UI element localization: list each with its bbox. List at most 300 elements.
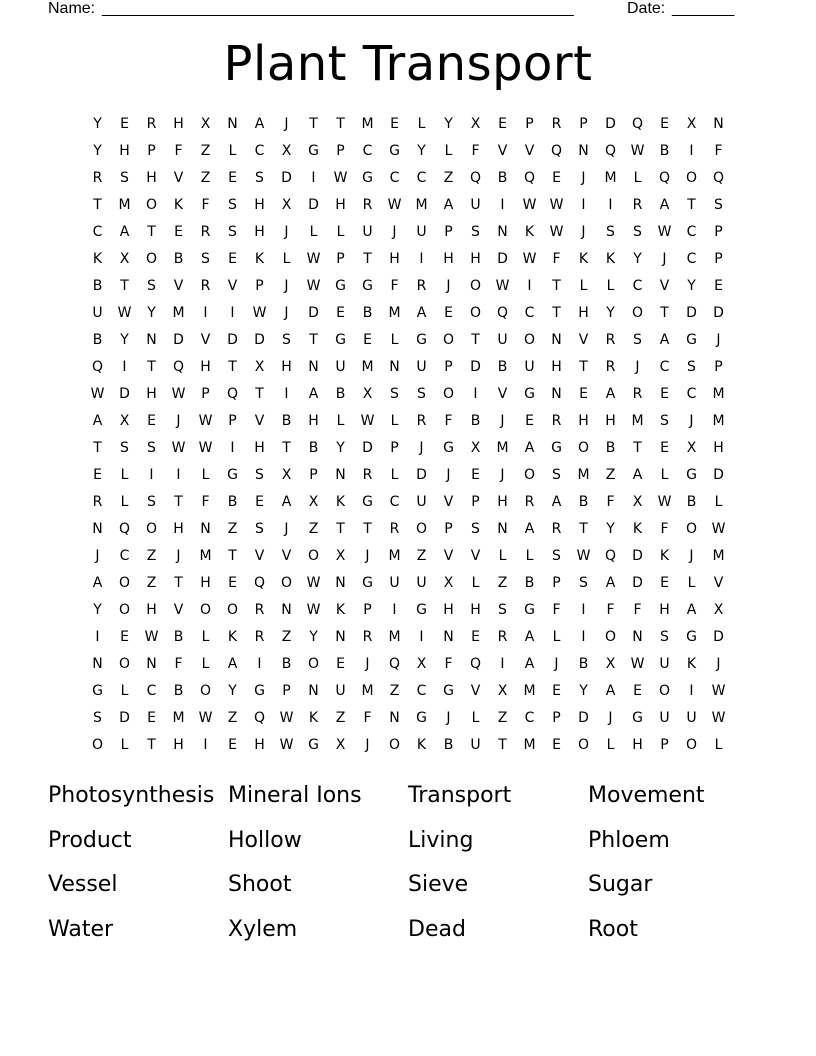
grid-letter[interactable]: O xyxy=(91,737,104,753)
grid-letter[interactable]: Y xyxy=(93,602,102,618)
grid-letter[interactable]: W xyxy=(711,683,726,699)
grid-letter[interactable]: P xyxy=(390,440,399,456)
grid-letter[interactable]: Z xyxy=(146,575,157,591)
grid-letter[interactable]: N xyxy=(227,116,238,132)
grid-letter[interactable]: G xyxy=(551,440,562,456)
grid-letter[interactable]: V xyxy=(227,278,238,294)
grid-letter[interactable]: P xyxy=(552,575,561,591)
grid-letter[interactable]: L xyxy=(390,413,399,429)
grid-letter[interactable]: X xyxy=(605,656,616,672)
grid-letter[interactable]: Y xyxy=(579,683,588,699)
grid-letter[interactable]: T xyxy=(174,494,183,510)
grid-letter[interactable]: V xyxy=(524,143,535,159)
grid-letter[interactable]: B xyxy=(281,413,292,429)
grid-letter[interactable]: E xyxy=(471,629,480,645)
grid-letter[interactable]: F xyxy=(552,602,561,618)
grid-letter[interactable]: V xyxy=(173,602,184,618)
grid-letter[interactable]: D xyxy=(713,467,724,483)
grid-letter[interactable]: O xyxy=(199,683,212,699)
grid-letter[interactable]: L xyxy=(201,629,210,645)
grid-letter[interactable]: T xyxy=(633,440,642,456)
grid-letter[interactable]: V xyxy=(254,548,265,564)
grid-letter[interactable]: C xyxy=(389,170,400,186)
grid-letter[interactable]: A xyxy=(605,575,616,591)
grid-letter[interactable]: M xyxy=(415,197,428,213)
grid-letter[interactable]: Z xyxy=(335,710,346,726)
grid-letter[interactable]: L xyxy=(120,467,129,483)
grid-letter[interactable]: N xyxy=(713,116,724,132)
grid-letter[interactable]: F xyxy=(552,251,561,267)
grid-letter[interactable]: Y xyxy=(417,143,426,159)
grid-letter[interactable]: H xyxy=(659,602,670,618)
grid-letter[interactable]: L xyxy=(120,683,129,699)
grid-letter[interactable]: D xyxy=(632,575,643,591)
grid-letter[interactable]: R xyxy=(146,116,157,132)
grid-letter[interactable]: T xyxy=(174,575,183,591)
grid-letter[interactable]: C xyxy=(686,386,697,402)
grid-letter[interactable]: P xyxy=(714,224,723,240)
grid-letter[interactable]: E xyxy=(552,170,561,186)
grid-letter[interactable]: A xyxy=(524,440,535,456)
grid-letter[interactable]: A xyxy=(605,683,616,699)
grid-letter[interactable]: S xyxy=(147,494,156,510)
grid-letter[interactable]: A xyxy=(308,386,319,402)
grid-letter[interactable]: E xyxy=(660,440,669,456)
grid-letter[interactable]: N xyxy=(335,467,346,483)
grid-letter[interactable]: N xyxy=(92,521,103,537)
grid-letter[interactable]: V xyxy=(254,413,265,429)
grid-letter[interactable]: C xyxy=(146,683,157,699)
grid-letter[interactable]: M xyxy=(361,116,374,132)
grid-letter[interactable]: U xyxy=(416,359,427,375)
grid-letter[interactable]: R xyxy=(200,278,211,294)
grid-letter[interactable]: X xyxy=(254,359,265,375)
grid-letter[interactable]: N xyxy=(497,224,508,240)
grid-letter[interactable]: Q xyxy=(253,710,266,726)
grid-letter[interactable]: F xyxy=(471,143,480,159)
grid-letter[interactable]: R xyxy=(362,467,373,483)
grid-letter[interactable]: B xyxy=(470,413,481,429)
grid-letter[interactable]: U xyxy=(362,224,373,240)
grid-letter[interactable]: X xyxy=(281,143,292,159)
grid-letter[interactable]: K xyxy=(335,602,346,618)
grid-letter[interactable]: H xyxy=(146,602,157,618)
grid-letter[interactable]: O xyxy=(631,305,644,321)
grid-letter[interactable]: J xyxy=(419,440,424,456)
grid-letter[interactable]: G xyxy=(362,494,373,510)
grid-letter[interactable]: Y xyxy=(309,629,318,645)
grid-letter[interactable]: G xyxy=(362,575,373,591)
grid-letter[interactable]: C xyxy=(254,143,265,159)
grid-letter[interactable]: E xyxy=(336,656,345,672)
date-blank-line[interactable]: _______ xyxy=(672,0,735,17)
grid-letter[interactable]: B xyxy=(308,440,319,456)
grid-letter[interactable]: B xyxy=(362,305,373,321)
grid-letter[interactable]: J xyxy=(662,251,667,267)
grid-letter[interactable]: M xyxy=(523,737,536,753)
grid-letter[interactable]: I xyxy=(527,278,532,294)
grid-letter[interactable]: I xyxy=(149,467,154,483)
grid-letter[interactable]: C xyxy=(416,683,427,699)
grid-letter[interactable]: Q xyxy=(226,386,239,402)
grid-letter[interactable]: N xyxy=(551,332,562,348)
grid-letter[interactable]: S xyxy=(147,440,156,456)
grid-letter[interactable]: L xyxy=(201,467,210,483)
grid-letter[interactable]: I xyxy=(581,602,586,618)
grid-letter[interactable]: L xyxy=(471,710,480,726)
grid-letter[interactable]: N xyxy=(389,710,400,726)
grid-letter[interactable]: T xyxy=(660,305,669,321)
grid-letter[interactable]: Z xyxy=(389,683,400,699)
grid-letter[interactable]: U xyxy=(659,656,670,672)
grid-letter[interactable]: R xyxy=(389,521,400,537)
grid-letter[interactable]: G xyxy=(335,332,346,348)
grid-letter[interactable]: U xyxy=(659,710,670,726)
grid-letter[interactable]: L xyxy=(201,656,210,672)
grid-letter[interactable]: P xyxy=(336,251,345,267)
grid-letter[interactable]: L xyxy=(498,548,507,564)
grid-letter[interactable]: X xyxy=(119,413,130,429)
grid-letter[interactable]: O xyxy=(145,197,158,213)
grid-letter[interactable]: H xyxy=(254,737,265,753)
grid-letter[interactable]: R xyxy=(524,494,535,510)
grid-letter[interactable]: X xyxy=(281,467,292,483)
grid-letter[interactable]: J xyxy=(581,170,586,186)
grid-letter[interactable]: O xyxy=(442,332,455,348)
grid-letter[interactable]: L xyxy=(606,278,615,294)
grid-letter[interactable]: A xyxy=(524,521,535,537)
grid-letter[interactable]: Q xyxy=(631,116,644,132)
grid-letter[interactable]: E xyxy=(714,278,723,294)
grid-letter[interactable]: Q xyxy=(469,170,482,186)
grid-letter[interactable]: C xyxy=(686,251,697,267)
grid-letter[interactable]: A xyxy=(632,467,643,483)
grid-letter[interactable]: B xyxy=(443,737,454,753)
grid-letter[interactable]: W xyxy=(306,602,321,618)
grid-letter[interactable]: N xyxy=(146,332,157,348)
grid-letter[interactable]: E xyxy=(660,575,669,591)
grid-letter[interactable]: N xyxy=(200,521,211,537)
grid-letter[interactable]: T xyxy=(147,359,156,375)
grid-letter[interactable]: M xyxy=(199,548,212,564)
grid-letter[interactable]: W xyxy=(630,656,645,672)
grid-letter[interactable]: G xyxy=(335,278,346,294)
grid-letter[interactable]: O xyxy=(577,737,590,753)
grid-letter[interactable]: A xyxy=(524,629,535,645)
grid-letter[interactable]: P xyxy=(255,278,264,294)
grid-letter[interactable]: H xyxy=(146,386,157,402)
grid-letter[interactable]: Q xyxy=(496,305,509,321)
grid-letter[interactable]: W xyxy=(711,710,726,726)
grid-letter[interactable]: J xyxy=(365,548,370,564)
grid-letter[interactable]: W xyxy=(360,413,375,429)
grid-letter[interactable]: F xyxy=(660,521,669,537)
grid-letter[interactable]: R xyxy=(605,332,616,348)
grid-letter[interactable]: R xyxy=(254,629,265,645)
grid-letter[interactable]: J xyxy=(500,467,505,483)
grid-letter[interactable]: X xyxy=(470,116,481,132)
grid-letter[interactable]: P xyxy=(444,224,453,240)
grid-letter[interactable]: M xyxy=(172,305,185,321)
grid-letter[interactable]: P xyxy=(471,494,480,510)
grid-letter[interactable]: H xyxy=(443,251,454,267)
grid-letter[interactable]: R xyxy=(416,278,427,294)
grid-letter[interactable]: B xyxy=(335,386,346,402)
grid-letter[interactable]: A xyxy=(92,413,103,429)
grid-letter[interactable]: G xyxy=(227,467,238,483)
grid-letter[interactable]: E xyxy=(336,305,345,321)
grid-letter[interactable]: Q xyxy=(604,143,617,159)
grid-letter[interactable]: T xyxy=(336,521,345,537)
grid-letter[interactable]: G xyxy=(254,683,265,699)
grid-letter[interactable]: P xyxy=(525,116,534,132)
grid-letter[interactable]: E xyxy=(660,116,669,132)
grid-letter[interactable]: F xyxy=(714,143,723,159)
grid-letter[interactable]: U xyxy=(416,575,427,591)
grid-letter[interactable]: I xyxy=(203,737,208,753)
grid-letter[interactable]: I xyxy=(122,359,127,375)
grid-letter[interactable]: J xyxy=(284,224,289,240)
grid-letter[interactable]: E xyxy=(120,629,129,645)
grid-letter[interactable]: K xyxy=(578,251,589,267)
grid-letter[interactable]: W xyxy=(549,197,564,213)
grid-letter[interactable]: U xyxy=(524,359,535,375)
grid-letter[interactable]: E xyxy=(147,413,156,429)
grid-letter[interactable]: A xyxy=(416,305,427,321)
grid-letter[interactable]: A xyxy=(551,494,562,510)
grid-letter[interactable]: V xyxy=(470,548,481,564)
grid-letter[interactable]: X xyxy=(632,494,643,510)
grid-letter[interactable]: E xyxy=(525,413,534,429)
grid-letter[interactable]: S xyxy=(714,197,723,213)
grid-letter[interactable]: B xyxy=(173,251,184,267)
grid-letter[interactable]: O xyxy=(685,521,698,537)
grid-letter[interactable]: O xyxy=(145,251,158,267)
grid-letter[interactable]: S xyxy=(255,467,264,483)
grid-letter[interactable]: L xyxy=(282,251,291,267)
grid-letter[interactable]: G xyxy=(524,386,535,402)
grid-letter[interactable]: R xyxy=(605,359,616,375)
grid-letter[interactable]: T xyxy=(228,548,237,564)
grid-letter[interactable]: R xyxy=(551,116,562,132)
grid-letter[interactable]: T xyxy=(255,386,264,402)
grid-letter[interactable]: W xyxy=(630,143,645,159)
grid-letter[interactable]: F xyxy=(444,413,453,429)
grid-letter[interactable]: L xyxy=(309,224,318,240)
grid-letter[interactable]: E xyxy=(471,467,480,483)
grid-letter[interactable]: A xyxy=(119,224,130,240)
grid-letter[interactable]: L xyxy=(687,575,696,591)
grid-letter[interactable]: J xyxy=(365,656,370,672)
grid-letter[interactable]: E xyxy=(552,737,561,753)
grid-letter[interactable]: P xyxy=(147,143,156,159)
grid-letter[interactable]: Y xyxy=(633,251,642,267)
grid-letter[interactable]: Y xyxy=(93,116,102,132)
grid-letter[interactable]: Q xyxy=(91,359,104,375)
grid-letter[interactable]: W xyxy=(522,251,537,267)
grid-letter[interactable]: W xyxy=(117,305,132,321)
grid-letter[interactable]: D xyxy=(605,116,616,132)
grid-letter[interactable]: Y xyxy=(120,332,129,348)
grid-letter[interactable]: N xyxy=(146,656,157,672)
grid-letter[interactable]: W xyxy=(306,575,321,591)
grid-letter[interactable]: A xyxy=(686,602,697,618)
grid-letter[interactable]: E xyxy=(363,332,372,348)
grid-letter[interactable]: F xyxy=(633,602,642,618)
grid-letter[interactable]: R xyxy=(92,170,103,186)
grid-letter[interactable]: H xyxy=(200,359,211,375)
grid-letter[interactable]: L xyxy=(228,143,237,159)
grid-letter[interactable]: T xyxy=(228,359,237,375)
grid-letter[interactable]: G xyxy=(308,143,319,159)
grid-letter[interactable]: T xyxy=(309,116,318,132)
grid-letter[interactable]: C xyxy=(362,143,373,159)
grid-letter[interactable]: E xyxy=(579,386,588,402)
grid-letter[interactable]: J xyxy=(689,548,694,564)
grid-letter[interactable]: K xyxy=(632,521,643,537)
grid-letter[interactable]: X xyxy=(713,602,724,618)
grid-letter[interactable]: W xyxy=(333,170,348,186)
grid-letter[interactable]: V xyxy=(497,386,508,402)
grid-letter[interactable]: G xyxy=(416,602,427,618)
grid-letter[interactable]: D xyxy=(119,386,130,402)
grid-letter[interactable]: G xyxy=(308,737,319,753)
grid-letter[interactable]: U xyxy=(470,197,481,213)
grid-letter[interactable]: B xyxy=(578,656,589,672)
grid-letter[interactable]: I xyxy=(500,656,505,672)
grid-letter[interactable]: C xyxy=(119,548,130,564)
grid-letter[interactable]: Q xyxy=(712,170,725,186)
grid-letter[interactable]: H xyxy=(497,494,508,510)
grid-letter[interactable]: I xyxy=(392,602,397,618)
grid-letter[interactable]: S xyxy=(120,440,129,456)
grid-letter[interactable]: A xyxy=(281,494,292,510)
grid-letter[interactable]: T xyxy=(498,737,507,753)
grid-letter[interactable]: B xyxy=(686,494,697,510)
grid-letter[interactable]: S xyxy=(687,359,696,375)
grid-letter[interactable]: W xyxy=(306,251,321,267)
grid-letter[interactable]: M xyxy=(361,359,374,375)
grid-letter[interactable]: A xyxy=(605,386,616,402)
grid-letter[interactable]: X xyxy=(686,440,697,456)
grid-letter[interactable]: B xyxy=(281,656,292,672)
grid-letter[interactable]: M xyxy=(388,548,401,564)
grid-letter[interactable]: F xyxy=(174,143,183,159)
grid-letter[interactable]: A xyxy=(659,197,670,213)
grid-letter[interactable]: D xyxy=(308,305,319,321)
grid-letter[interactable]: G xyxy=(416,710,427,726)
grid-letter[interactable]: N xyxy=(92,656,103,672)
grid-letter[interactable]: W xyxy=(171,440,186,456)
grid-letter[interactable]: J xyxy=(446,467,451,483)
grid-letter[interactable]: Q xyxy=(172,359,185,375)
grid-letter[interactable]: R xyxy=(362,197,373,213)
grid-letter[interactable]: J xyxy=(446,278,451,294)
grid-letter[interactable]: S xyxy=(255,521,264,537)
grid-letter[interactable]: S xyxy=(228,197,237,213)
grid-letter[interactable]: V xyxy=(443,548,454,564)
grid-letter[interactable]: I xyxy=(608,197,613,213)
grid-letter[interactable]: J xyxy=(95,548,100,564)
grid-letter[interactable]: R xyxy=(497,629,508,645)
grid-letter[interactable]: M xyxy=(712,386,725,402)
grid-letter[interactable]: Z xyxy=(200,170,211,186)
grid-letter[interactable]: H xyxy=(119,143,130,159)
grid-letter[interactable]: V xyxy=(173,170,184,186)
grid-letter[interactable]: G xyxy=(632,710,643,726)
grid-letter[interactable]: I xyxy=(230,440,235,456)
grid-letter[interactable]: W xyxy=(171,386,186,402)
grid-letter[interactable]: T xyxy=(363,521,372,537)
grid-letter[interactable]: M xyxy=(712,548,725,564)
grid-letter[interactable]: J xyxy=(446,710,451,726)
grid-letter[interactable]: I xyxy=(257,656,262,672)
grid-letter[interactable]: F xyxy=(201,494,210,510)
grid-letter[interactable]: K xyxy=(659,548,670,564)
grid-letter[interactable]: K xyxy=(605,251,616,267)
grid-letter[interactable]: E xyxy=(228,170,237,186)
grid-letter[interactable]: L xyxy=(552,629,561,645)
grid-letter[interactable]: F xyxy=(201,197,210,213)
grid-letter[interactable]: O xyxy=(442,386,455,402)
grid-letter[interactable]: I xyxy=(203,305,208,321)
grid-letter[interactable]: N xyxy=(335,575,346,591)
grid-letter[interactable]: V xyxy=(497,143,508,159)
grid-letter[interactable]: Y xyxy=(336,440,345,456)
grid-letter[interactable]: I xyxy=(581,197,586,213)
grid-letter[interactable]: G xyxy=(443,683,454,699)
grid-letter[interactable]: K xyxy=(92,251,103,267)
grid-letter[interactable]: N xyxy=(308,683,319,699)
grid-letter[interactable]: N xyxy=(389,359,400,375)
grid-letter[interactable]: E xyxy=(444,305,453,321)
grid-letter[interactable]: S xyxy=(552,548,561,564)
grid-letter[interactable]: B xyxy=(497,170,508,186)
grid-letter[interactable]: W xyxy=(387,197,402,213)
grid-letter[interactable]: J xyxy=(500,413,505,429)
grid-letter[interactable]: T xyxy=(579,521,588,537)
grid-letter[interactable]: P xyxy=(363,602,372,618)
grid-letter[interactable]: L xyxy=(390,467,399,483)
grid-letter[interactable]: R xyxy=(362,629,373,645)
grid-letter[interactable]: O xyxy=(469,305,482,321)
grid-letter[interactable]: M xyxy=(172,710,185,726)
grid-letter[interactable]: G xyxy=(443,440,454,456)
grid-letter[interactable]: O xyxy=(604,629,617,645)
grid-letter[interactable]: W xyxy=(252,305,267,321)
grid-letter[interactable]: S xyxy=(93,710,102,726)
grid-letter[interactable]: X xyxy=(200,116,211,132)
grid-letter[interactable]: E xyxy=(228,251,237,267)
grid-letter[interactable]: X xyxy=(470,440,481,456)
grid-letter[interactable]: O xyxy=(280,575,293,591)
grid-letter[interactable]: E xyxy=(228,575,237,591)
grid-letter[interactable]: A xyxy=(659,332,670,348)
grid-letter[interactable]: S xyxy=(417,386,426,402)
grid-letter[interactable]: W xyxy=(549,224,564,240)
grid-letter[interactable]: G xyxy=(389,143,400,159)
grid-letter[interactable]: U xyxy=(686,710,697,726)
grid-letter[interactable]: U xyxy=(92,305,103,321)
grid-letter[interactable]: E xyxy=(498,116,507,132)
grid-letter[interactable]: L xyxy=(417,116,426,132)
grid-letter[interactable]: L xyxy=(525,548,534,564)
grid-letter[interactable]: B xyxy=(92,278,103,294)
grid-letter[interactable]: S xyxy=(606,224,615,240)
grid-letter[interactable]: C xyxy=(524,305,535,321)
grid-letter[interactable]: G xyxy=(686,467,697,483)
grid-letter[interactable]: X xyxy=(497,683,508,699)
